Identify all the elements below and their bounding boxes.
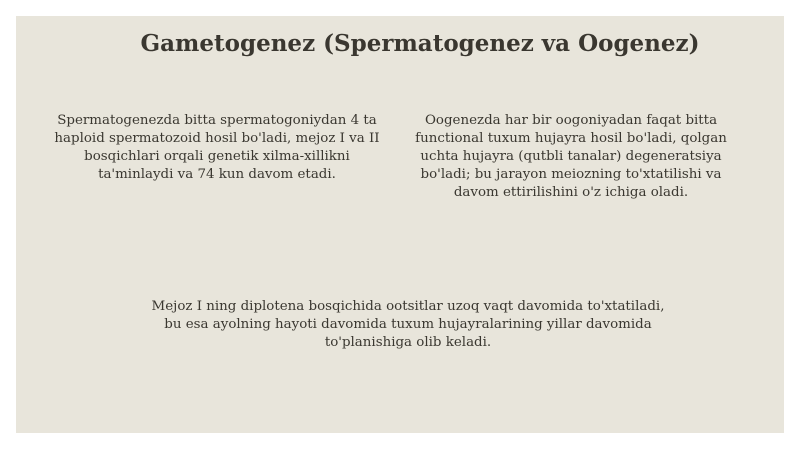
oogenesis-text: Oogenezda har bir oogoniyadan faqat bitta functional tuxum hujayra hosil bo'ladi, qolgan uchta hujayra (qutbli tanalar) degeneratsiya bo'ladi; bu jarayon meiozning to'xtatilishi va davom ettirilishini o'z ichiga oladi.	[415, 113, 727, 200]
slide-title: Gametogenez (Spermatogenez va Oogenez)	[140, 30, 700, 57]
spermatogenesis-text: Spermatogenezda bitta spermatogoniydan 4 ta haploid spermatozoid hosil bo'ladi, mejoz I va II bosqichlari orqali genetik xilma-xillikni ta'minlaydi va 74 kun davom etadi.	[54, 113, 380, 182]
slide	[16, 16, 784, 433]
meiosis-arrest-text: Mejoz I ning diplotena bosqichida ootsitlar uzoq vaqt davomida to'xtatiladi, bu esa ayolning hayoti davomida tuxum hujayralarining yillar davomida to'planishiga olib keladi.	[151, 299, 665, 350]
